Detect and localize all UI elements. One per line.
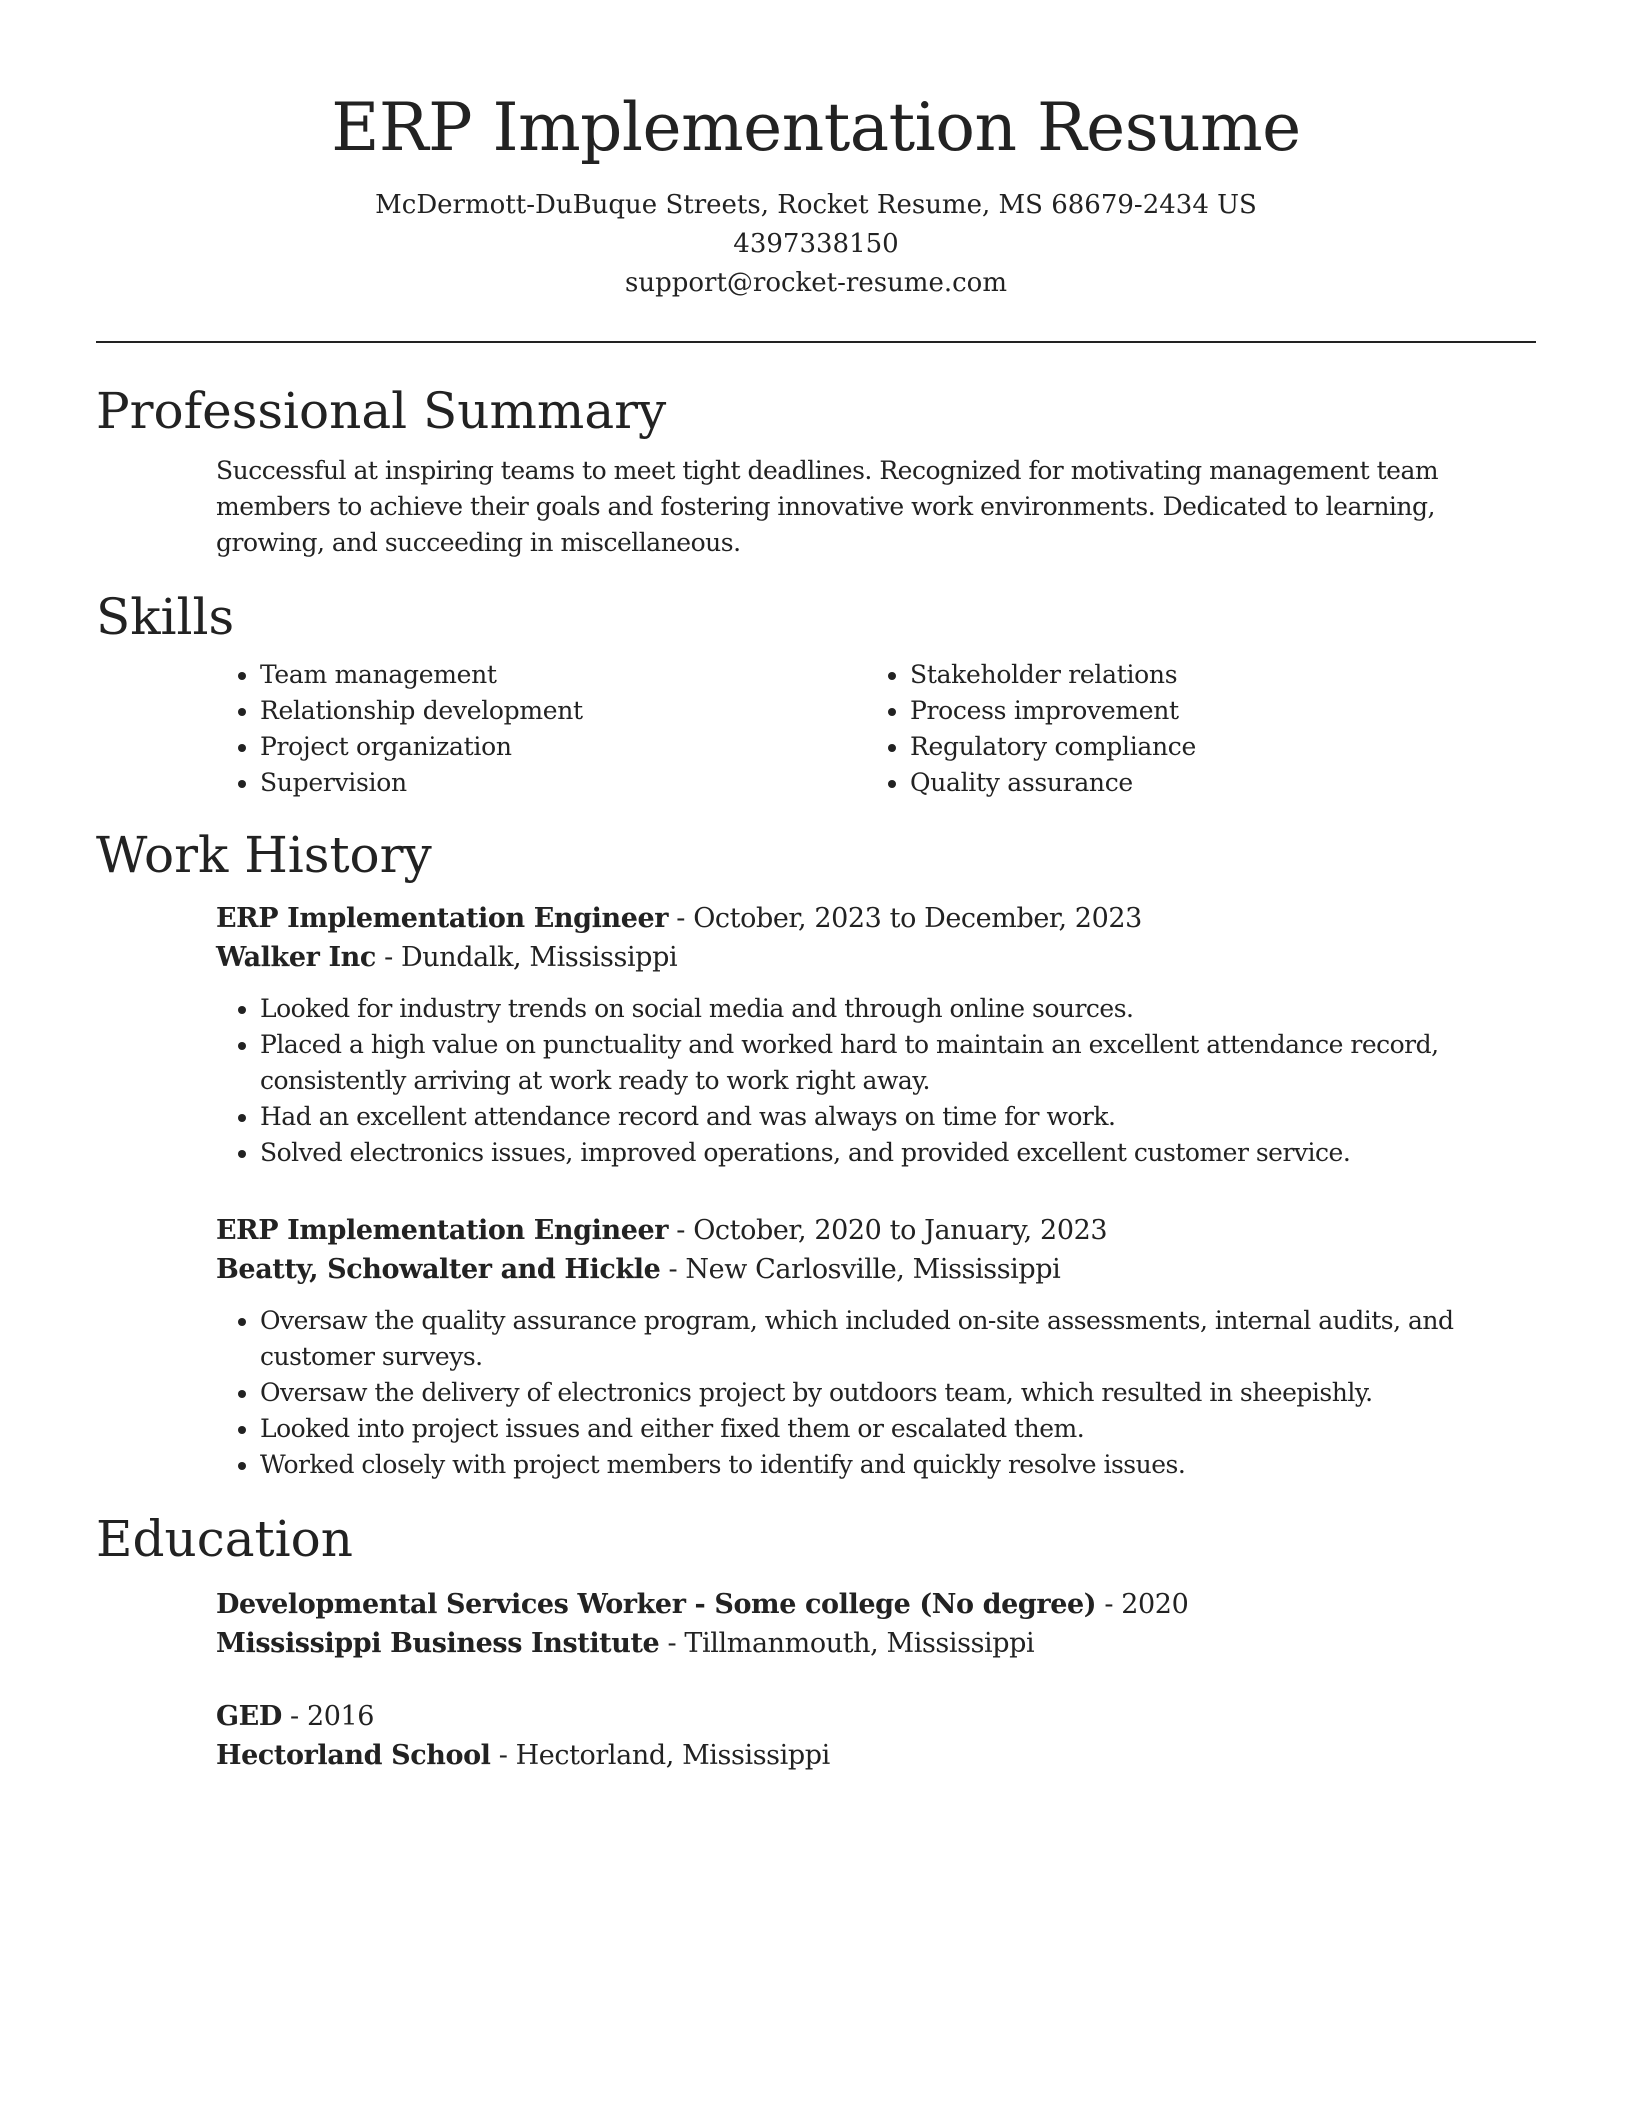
education-location: - Hectorland, Mississippi <box>490 1740 830 1771</box>
job-bullet: • Looked for industry trends on social media and through online sources. <box>260 991 1536 1027</box>
job-bullets <box>216 991 1536 1171</box>
job-role: ERP Implementation Engineer <box>216 903 669 934</box>
job-role: ERP Implementation Engineer <box>216 1215 669 1246</box>
education-location: - Tillmanmouth, Mississippi <box>659 1628 1035 1659</box>
section-title-education: Education <box>96 1510 353 1568</box>
education-degree: GED <box>216 1701 282 1732</box>
job-company-line <box>216 1250 1536 1289</box>
section-title-summary: Professional Summary <box>96 382 667 440</box>
education-degree-line <box>216 1585 1536 1624</box>
job-bullet: • Placed a high value on punctuality and worked hard to maintain an excellent attendance record, consistently arriving at work ready to work right away. <box>260 1027 1536 1099</box>
job-bullets <box>216 1303 1536 1483</box>
skill-item: • Quality assurance <box>910 765 1516 801</box>
resume-title: ERP Implementation Resume <box>331 89 1301 166</box>
education-degree: Developmental Services Worker - Some college (No degree) <box>216 1589 1097 1620</box>
job-bullet: • Looked into project issues and either fixed them or escalated them. <box>260 1411 1536 1447</box>
section-title-work: Work History <box>96 826 432 884</box>
skill-item: • Relationship development <box>260 693 866 729</box>
job-bullet: • Had an excellent attendance record and was always on time for work. <box>260 1099 1536 1135</box>
job-title-line <box>216 899 1536 938</box>
job-company: Beatty, Schowalter and Hickle <box>216 1254 661 1285</box>
job-bullet: • Solved electronics issues, improved operations, and provided excellent customer service. <box>260 1135 1536 1171</box>
skill-item: • Supervision <box>260 765 866 801</box>
skills-grid <box>216 657 1536 801</box>
education-section <box>96 1507 1536 1775</box>
job-location: - New Carlosville, Mississippi <box>660 1254 1061 1285</box>
contact-phone: 4397338150 <box>733 229 899 259</box>
contact-address: McDermott-DuBuque Streets, Rocket Resume, MS 68679-2434 US <box>375 190 1257 220</box>
resume-header <box>96 0 1536 303</box>
job-bullet: • Oversaw the delivery of electronics project by outdoors team, which resulted in sheepishly. <box>260 1375 1536 1411</box>
job-bullet: • Oversaw the quality assurance program, which included on-site assessments, internal audits, and customer surveys. <box>260 1303 1536 1375</box>
education-year: - 2020 <box>1096 1589 1189 1620</box>
resume-page <box>96 0 1536 1775</box>
skills-column-right <box>866 657 1516 801</box>
work-history-section <box>96 823 1536 1483</box>
education-school: Hectorland School <box>216 1740 491 1771</box>
section-title-skills: Skills <box>96 588 235 646</box>
contact-email: support@rocket-resume.com <box>624 268 1007 298</box>
education-school-line <box>216 1736 1536 1775</box>
skill-item: • Stakeholder relations <box>910 657 1516 693</box>
education-school-line <box>216 1624 1536 1663</box>
summary-text: Successful at inspiring teams to meet tight deadlines. Recognized for motivating management team members to achieve their goals and fostering innovative work environments. Dedicated to learning, growing, and succeeding in miscellaneous. <box>216 456 1439 557</box>
education-year: - 2016 <box>281 1701 375 1732</box>
header-divider <box>96 341 1536 343</box>
job-bullet: • Worked closely with project members to identify and quickly resolve issues. <box>260 1447 1536 1483</box>
job-company-line <box>216 938 1536 977</box>
job-location: - Dundalk, Mississippi <box>375 942 678 973</box>
skills-column-left <box>216 657 866 801</box>
job-entry <box>216 899 1536 1171</box>
professional-summary-section <box>96 379 1536 561</box>
education-school: Mississippi Business Institute <box>216 1628 660 1659</box>
job-dates: - October, 2023 to December, 2023 <box>668 903 1142 934</box>
education-degree-line <box>216 1697 1536 1736</box>
job-company: Walker Inc <box>216 942 376 973</box>
skill-item: • Project organization <box>260 729 866 765</box>
job-entry <box>216 1211 1536 1483</box>
job-dates: - October, 2020 to January, 2023 <box>668 1215 1108 1246</box>
skills-section <box>96 585 1536 801</box>
education-entry <box>216 1585 1536 1663</box>
job-title-line <box>216 1211 1536 1250</box>
skill-item: • Regulatory compliance <box>910 729 1516 765</box>
contact-info <box>96 186 1536 303</box>
education-entry <box>216 1697 1536 1775</box>
skill-item: • Team management <box>260 657 866 693</box>
skill-item: • Process improvement <box>910 693 1516 729</box>
